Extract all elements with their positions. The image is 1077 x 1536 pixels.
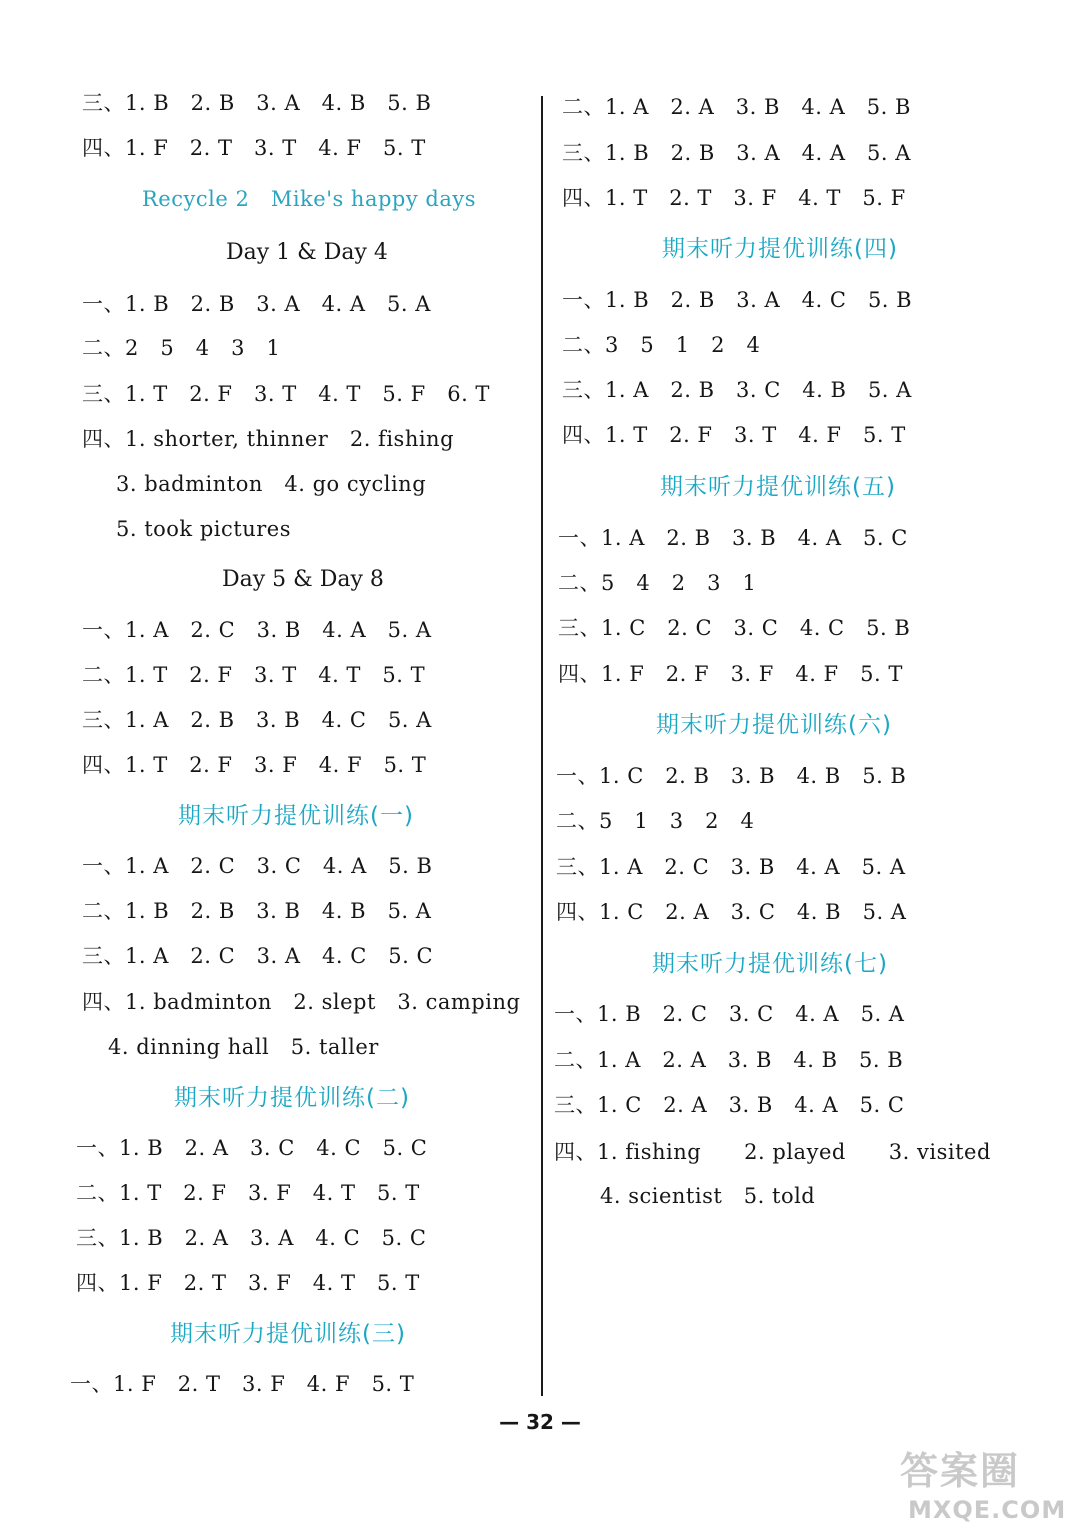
answer-line: 一、1. B 2. A 3. C 4. C 5. C: [76, 1136, 428, 1160]
answer-line: 三、1. A 2. C 3. B 4. A 5. A: [556, 855, 906, 879]
answer-line: 三、1. T 2. F 3. T 4. T 5. F 6. T: [82, 382, 490, 406]
answer-line: 四、1. F 2. T 3. T 4. F 5. T: [82, 136, 426, 160]
column-divider: [541, 96, 543, 1396]
answer-line: 三、1. C 2. A 3. B 4. A 5. C: [554, 1093, 905, 1117]
answer-line: 三、1. C 2. C 3. C 4. C 5. B: [558, 616, 911, 640]
answer-line: 一、1. F 2. T 3. F 4. F 5. T: [70, 1372, 415, 1396]
answer-line: 三、1. A 2. C 3. A 4. C 5. C: [82, 944, 434, 968]
answer-line: 四、1. C 2. A 3. C 4. B 5. A: [556, 900, 907, 924]
day1-title: Day 1 & Day 4: [226, 240, 388, 265]
answer-line: 二、1. A 2. A 3. B 4. A 5. B: [562, 95, 911, 119]
answer-line: 四、1. F 2. T 3. F 4. T 5. T: [76, 1271, 420, 1295]
answer-line: 4. dinning hall 5. taller: [108, 1035, 379, 1059]
answer-line: 三、1. B 2. A 3. A 4. C 5. C: [76, 1226, 427, 1250]
answer-line: 四、1. T 2. T 3. F 4. T 5. F: [562, 186, 906, 210]
watermark-top: 答案圈: [900, 1449, 1021, 1493]
answer-line: 二、1. T 2. F 3. T 4. T 5. T: [82, 663, 426, 687]
answer-line: 一、1. A 2. B 3. B 4. A 5. C: [558, 526, 908, 550]
answer-line: 二、1. B 2. B 3. B 4. B 5. A: [82, 899, 432, 923]
page-number: — 32 —: [499, 1410, 581, 1434]
answer-line: 三、1. B 2. B 3. A 4. B 5. B: [82, 91, 432, 115]
answer-line: 4. scientist 5. told: [600, 1184, 816, 1208]
watermark-bottom: MXQE.COM: [908, 1496, 1067, 1524]
section-title: 期末听力提优训练(三): [170, 1321, 406, 1347]
answer-line: 二、1. T 2. F 3. F 4. T 5. T: [76, 1181, 420, 1205]
answer-line: 四、1. shorter, thinner 2. fishing: [82, 427, 455, 451]
watermark-logo: [900, 1440, 1070, 1530]
answer-line: 四、1. T 2. F 3. T 4. F 5. T: [562, 423, 906, 447]
answer-line: 一、1. A 2. C 3. B 4. A 5. A: [82, 618, 432, 642]
section-title: 期末听力提优训练(四): [662, 236, 898, 262]
answer-line: 二、3 5 1 2 4: [562, 333, 761, 357]
answer-line: 二、5 4 2 3 1: [558, 571, 757, 595]
answer-line: 三、1. A 2. B 3. B 4. C 5. A: [82, 708, 432, 732]
answer-line: 一、1. B 2. B 3. A 4. A 5. A: [82, 292, 431, 316]
answer-line: 一、1. B 2. B 3. A 4. C 5. B: [562, 288, 913, 312]
answer-line: 四、1. badminton 2. slept 3. camping: [82, 990, 521, 1014]
section-title: 期末听力提优训练(七): [652, 951, 888, 977]
answer-line: 四、1. F 2. F 3. F 4. F 5. T: [558, 662, 903, 686]
section-title: 期末听力提优训练(五): [660, 474, 896, 500]
recycle-title: Recycle 2 Mike's happy days: [142, 187, 477, 211]
answer-line: 三、1. B 2. B 3. A 4. A 5. A: [562, 141, 911, 165]
day5-title: Day 5 & Day 8: [222, 567, 384, 592]
answer-line: 二、5 1 3 2 4: [556, 809, 755, 833]
answer-line: 5. took pictures: [116, 517, 291, 541]
answer-line: 四、1. fishing 2. played 3. visited: [554, 1140, 991, 1164]
answer-line: 二、2 5 4 3 1: [82, 336, 281, 360]
answer-line: 一、1. A 2. C 3. C 4. A 5. B: [82, 854, 433, 878]
section-title: 期末听力提优训练(一): [178, 803, 414, 829]
answer-line: 四、1. T 2. F 3. F 4. F 5. T: [82, 753, 427, 777]
section-title: 期末听力提优训练(六): [656, 712, 892, 738]
answer-line: 3. badminton 4. go cycling: [116, 472, 427, 496]
section-title: 期末听力提优训练(二): [174, 1085, 410, 1111]
answer-line: 三、1. A 2. B 3. C 4. B 5. A: [562, 378, 912, 402]
answer-line: 一、1. C 2. B 3. B 4. B 5. B: [556, 764, 907, 788]
answer-line: 二、1. A 2. A 3. B 4. B 5. B: [554, 1048, 904, 1072]
answer-line: 一、1. B 2. C 3. C 4. A 5. A: [554, 1002, 905, 1026]
